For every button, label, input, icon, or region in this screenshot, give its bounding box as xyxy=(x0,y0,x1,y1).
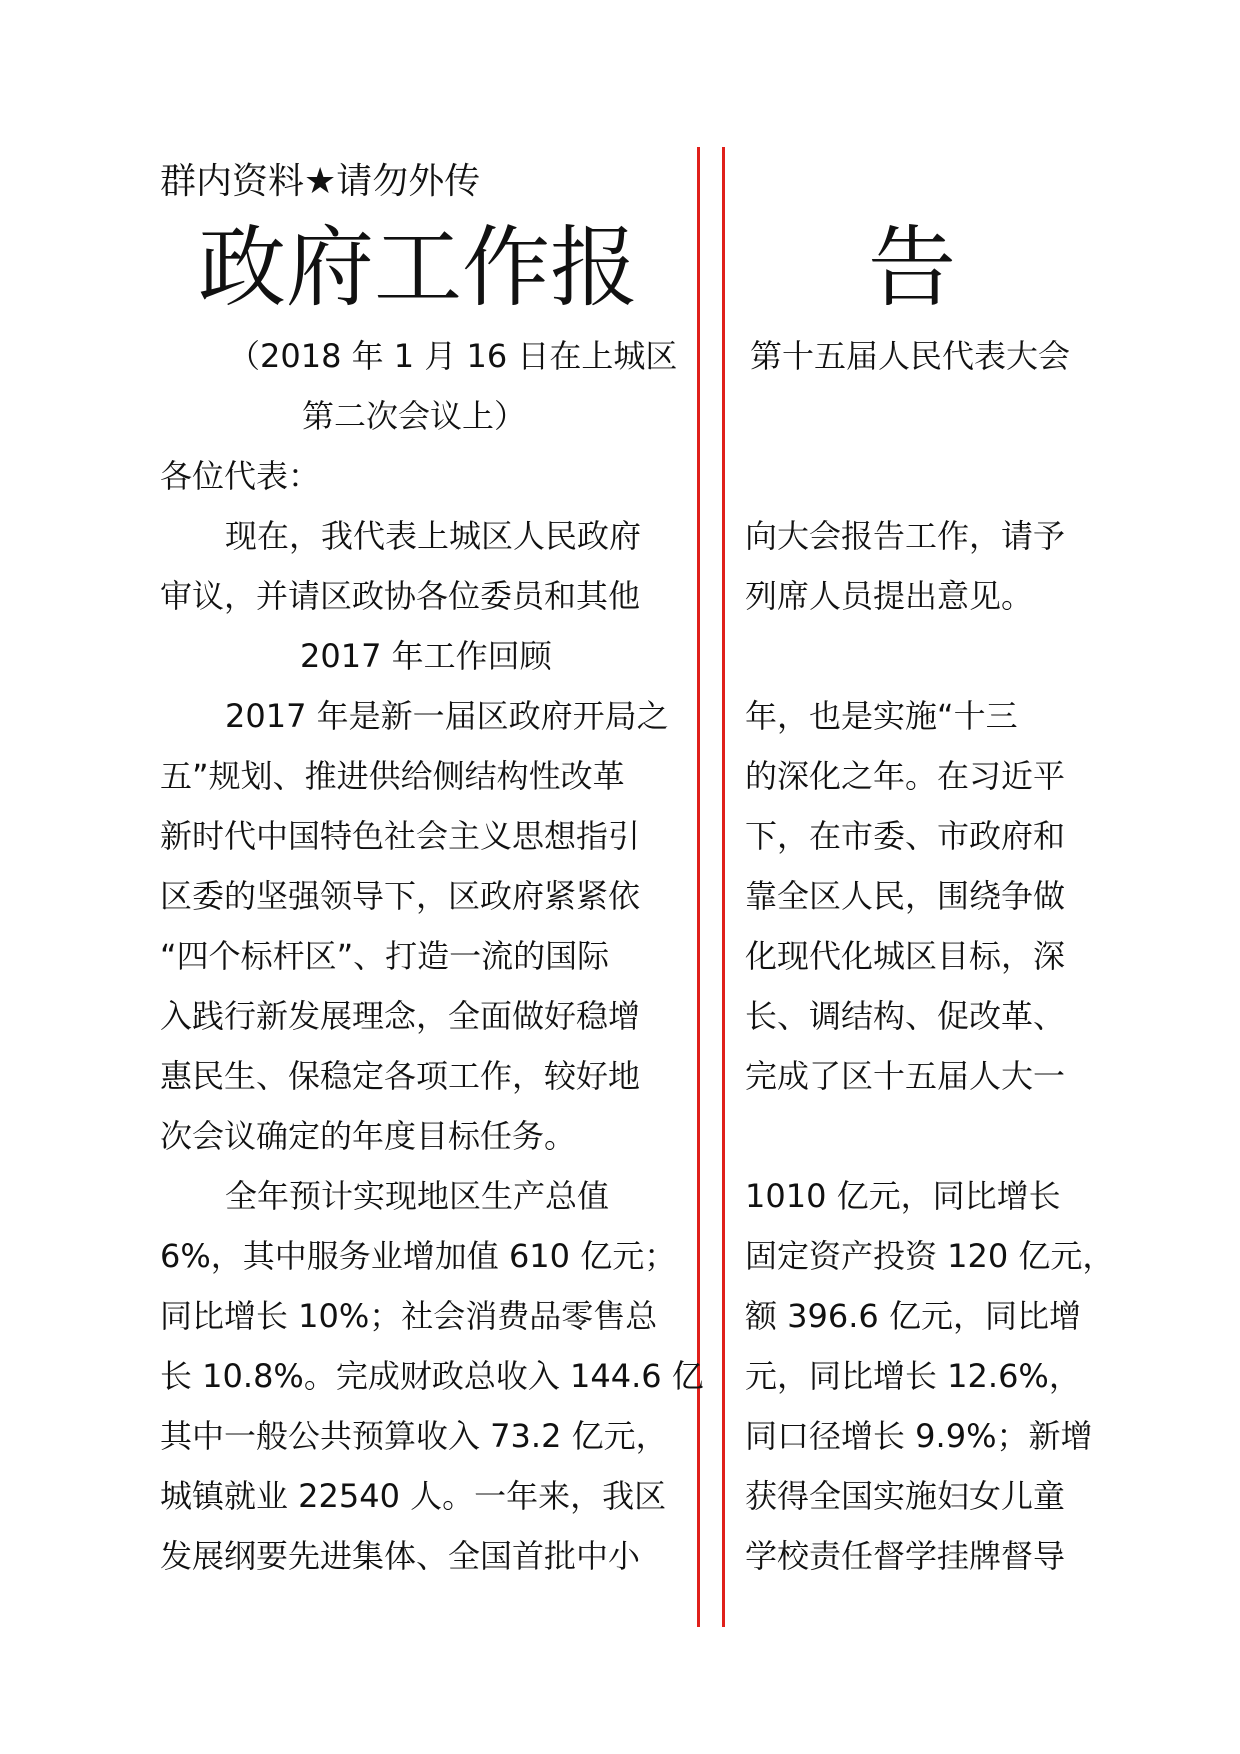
text-line: 新时代中国特色社会主义思想指引 xyxy=(160,817,641,855)
divider-line-left xyxy=(697,147,700,1627)
text-line: 6%，其中服务业增加值 610 亿元； xyxy=(160,1237,677,1275)
text-line: 审议，并请区政协各位委员和其他 xyxy=(160,577,641,615)
text-line: 五”规划、推进供给侧结构性改革 xyxy=(160,757,625,795)
document-title-right: 告 xyxy=(868,216,957,319)
text-line: 向大会报告工作，请予 xyxy=(745,517,1066,555)
subtitle-left-line1: （2018 年 1 月 16 日在上城区 xyxy=(228,337,678,375)
text-line: 现在，我代表上城区人民政府 xyxy=(225,517,642,555)
text-line: 发展纲要先进集体、全国首批中小 xyxy=(160,1537,641,1575)
text-line: 区委的坚强领导下，区政府紧紧依 xyxy=(160,877,641,915)
text-line: 靠全区人民，围绕争做 xyxy=(745,877,1066,915)
divider-line-right xyxy=(722,147,725,1627)
document-title-left: 政府工作报 xyxy=(198,216,639,319)
text-line: 2017 年是新一届区政府开局之 xyxy=(225,697,669,735)
text-line: 学校责任督学挂牌督导 xyxy=(745,1537,1066,1575)
text-line: 的深化之年。在习近平 xyxy=(745,757,1066,795)
text-line: 获得全国实施妇女儿童 xyxy=(745,1477,1066,1515)
text-line: 完成了区十五届人大一 xyxy=(745,1057,1066,1095)
text-line: 长、调结构、促改革、 xyxy=(745,997,1066,1035)
text-line: “四个标杆区”、打造一流的国际 xyxy=(160,937,610,975)
text-line: 次会议确定的年度目标任务。 xyxy=(160,1117,577,1155)
text-line: 入践行新发展理念，全面做好稳增 xyxy=(160,997,641,1035)
subtitle-left-line2: 第二次会议上） xyxy=(302,397,527,435)
text-line: 固定资产投资 120 亿元， xyxy=(745,1237,1115,1275)
text-line: 长 10.8%。完成财政总收入 144.6 亿 xyxy=(160,1357,704,1395)
text-line: 额 396.6 亿元，同比增 xyxy=(745,1297,1081,1335)
text-line: 同比增长 10%；社会消费品零售总 xyxy=(160,1297,658,1335)
text-line: 1010 亿元，同比增长 xyxy=(745,1177,1061,1215)
text-line: 下，在市委、市政府和 xyxy=(745,817,1066,855)
text-line: 城镇就业 22540 人。一年来，我区 xyxy=(160,1477,667,1515)
text-line: 列席人员提出意见。 xyxy=(745,577,1034,615)
subtitle-right-line1: 第十五届人民代表大会 xyxy=(750,337,1071,375)
text-line: 惠民生、保稳定各项工作，较好地 xyxy=(160,1057,641,1095)
text-line: 元，同比增长 12.6%， xyxy=(745,1357,1081,1395)
watermark-header: 群内资料★请勿外传 xyxy=(160,161,481,202)
text-line: 同口径增长 9.9%；新增 xyxy=(745,1417,1093,1455)
salutation: 各位代表： xyxy=(160,457,321,495)
text-line: 化现代化城区目标，深 xyxy=(745,937,1066,975)
section-heading: 2017 年工作回顾 xyxy=(300,637,552,675)
text-line: 年，也是实施“十三 xyxy=(745,697,1018,735)
text-line: 全年预计实现地区生产总值 xyxy=(225,1177,610,1215)
text-line: 其中一般公共预算收入 73.2 亿元， xyxy=(160,1417,668,1455)
